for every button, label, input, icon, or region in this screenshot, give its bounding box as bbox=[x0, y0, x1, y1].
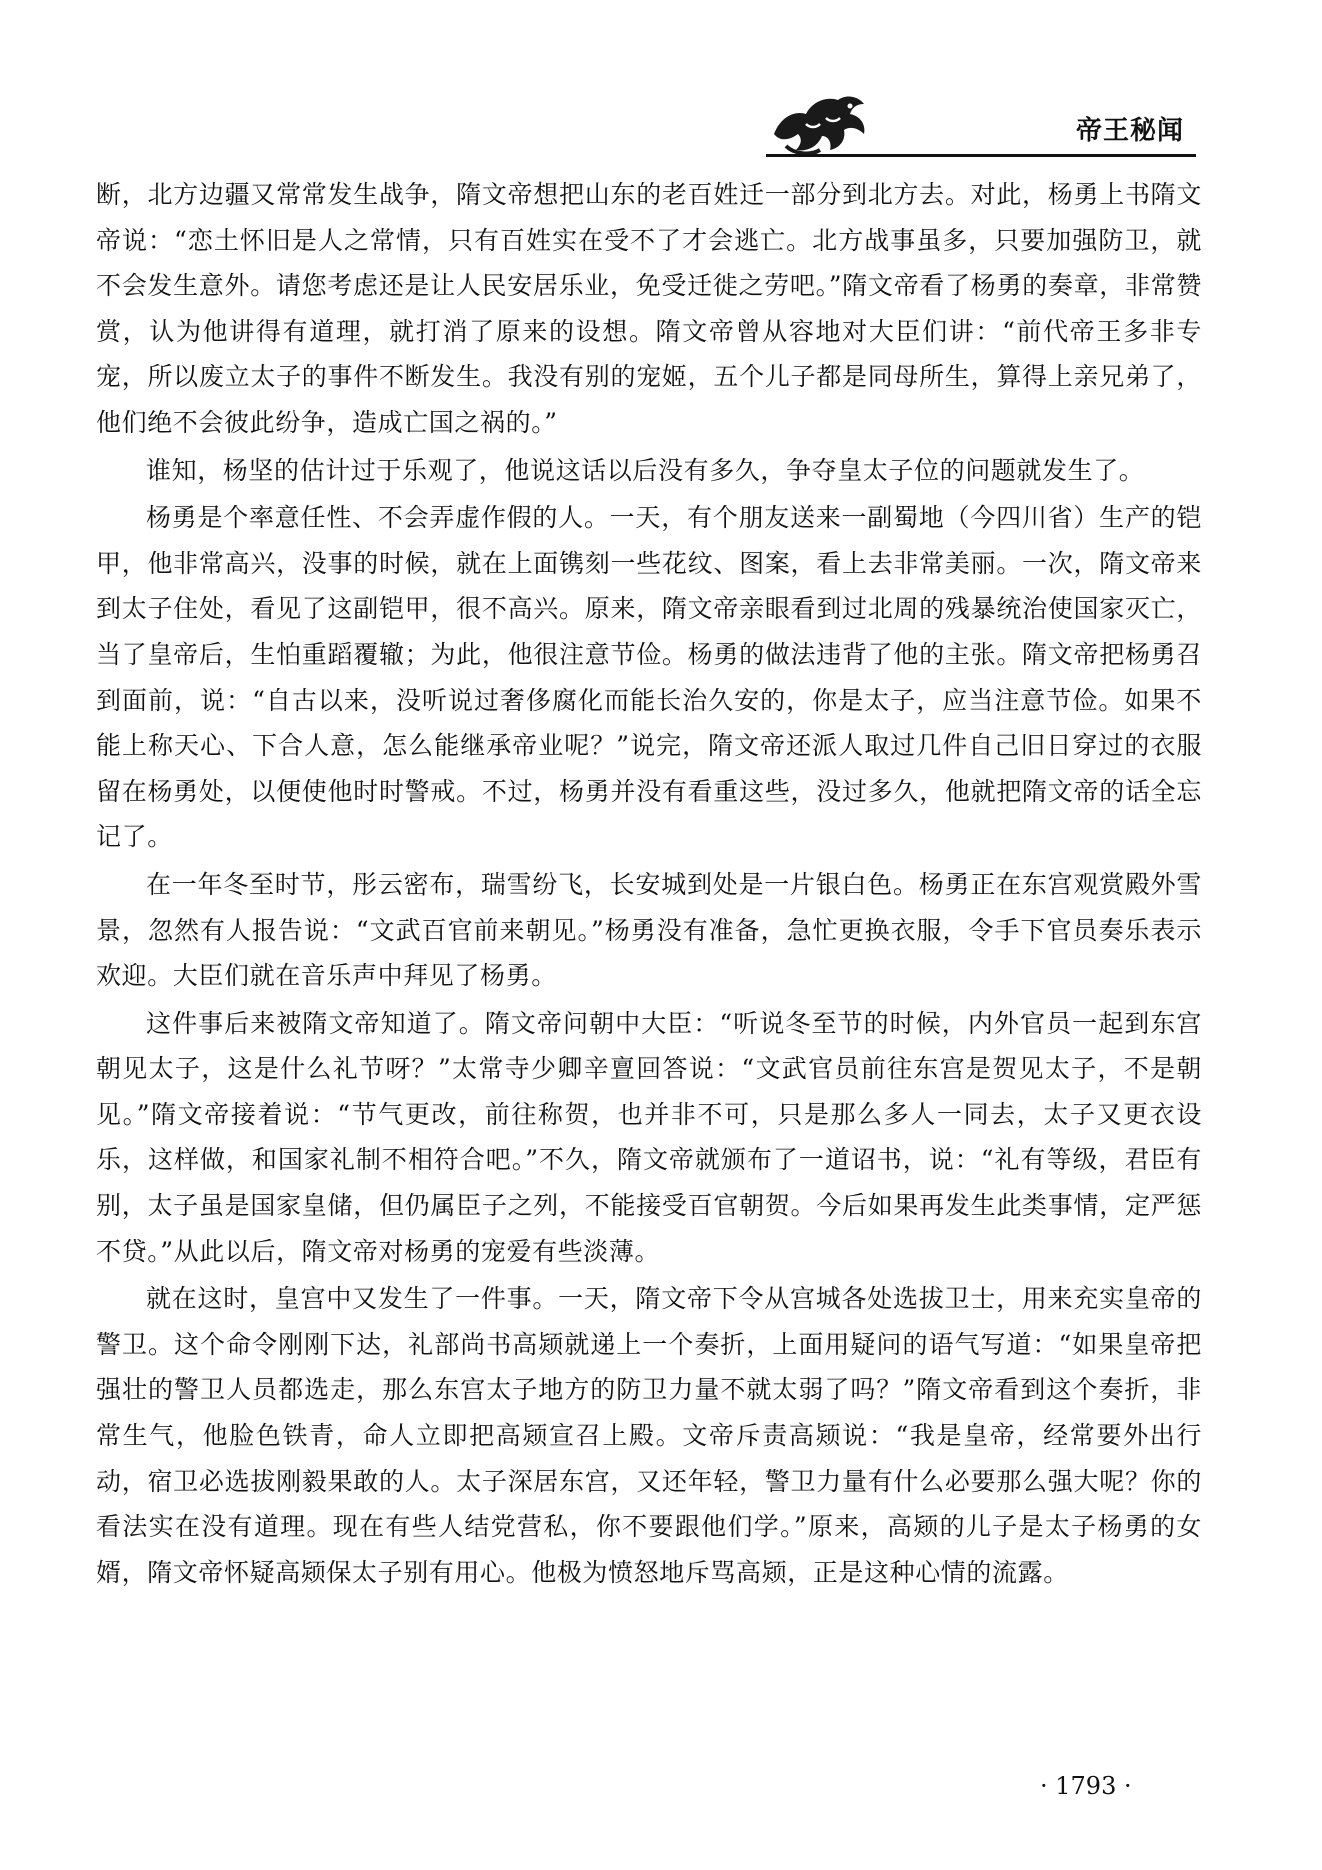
paragraph: 断，北方边疆又常常发生战争，隋文帝想把山东的老百姓迁一部分到北方去。对此，杨勇上书隋文帝说：“恋土怀旧是人之常情，只有百姓实在受不了才会逃亡。北方战事虽多，只要加强防卫，就不会发生意外。请您考虑还是让人民安居乐业，免受迁徙之劳吧。”隋文帝看了杨勇的奏章，非常赞赏，认为他讲得有道理，就打消了原来的设想。隋文帝曾从容地对大臣们讲：“前代帝王多非专宠，所以废立太子的事件不断发生。我没有别的宠姬，五个儿子都是同母所生，算得上亲兄弟了，他们绝不会彼此纷争，造成亡国之祸的。” bbox=[96, 180, 1202, 437]
header-rule bbox=[766, 154, 1196, 157]
body-text bbox=[96, 172, 1202, 1597]
dragon-icon bbox=[766, 88, 874, 158]
running-header-title: 帝王秘闻 bbox=[1075, 116, 1184, 146]
paragraph: 在一年冬至时节，彤云密布，瑞雪纷飞，长安城到处是一片银白色。杨勇正在东宫观赏殿外雪景，忽然有人报告说：“文武百官前来朝见。”杨勇没有准备，急忙更换衣服，令手下官员奏乐表示欢迎。大臣们就在音乐声中拜见了杨勇。 bbox=[96, 869, 1202, 991]
paragraph: 这件事后来被隋文帝知道了。隋文帝问朝中大臣：“听说冬至节的时候，内外官员一起到东宫朝见太子，这是什么礼节呀？”太常寺少卿辛亶回答说：“文武官员前往东宫是贺见太子，不是朝见。”隋文帝接着说：“节气更改，前往称贺，也并非不可，只是那么多人一同去，太子又更衣设乐，这样做，和国家礼制不相符合吧。”不久，隋文帝就颁布了一道诏书，说：“礼有等级，君臣有别，太子虽是国家皇储，但仍属臣子之列，不能接受百官朝贺。今后如果再发生此类事情，定严惩不贷。”从此以后，隋文帝对杨勇的宠爱有些淡薄。 bbox=[96, 1008, 1202, 1266]
paragraph: 就在这时，皇宫中又发生了一件事。一天，隋文帝下令从宫城各处选拔卫士，用来充实皇帝的警卫。这个命令刚刚下达，礼部尚书高颎就递上一个奏折，上面用疑问的语气写道：“如果皇帝把强壮的警卫人员都选走，那么东宫太子地方的防卫力量不就太弱了吗？”隋文帝看到这个奏折，非常生气，他脸色铁青，命人立即把高颎宣召上殿。文帝斥责高颎说：“我是皇帝，经常要外出行动，宿卫必选拔刚毅果敢的人。太子深居东宫，又还年轻，警卫力量有什么必要那么强大呢？你的看法实在没有道理。现在有些人结党营私，你不要跟他们学。”原来，高颎的儿子是太子杨勇的女婿，隋文帝怀疑高颎保太子别有用心。他极为愤怒地斥骂高颎，正是这种心情的流露。 bbox=[96, 1284, 1202, 1587]
paragraph: 杨勇是个率意任性、不会弄虚作假的人。一天，有个朋友送来一副蜀地（今四川省）生产的铠甲，他非常高兴，没事的时候，就在上面镌刻一些花纹、图案，看上去非常美丽。一次，隋文帝来到太子住处，看见了这副铠甲，很不高兴。原来，隋文帝亲眼看到过北周的残暴统治使国家灭亡，当了皇帝后，生怕重蹈覆辙；为此，他很注意节俭。杨勇的做法违背了他的主张。隋文帝把杨勇召到面前，说：“自古以来，没听说过奢侈腐化而能长治久安的，你是太子，应当注意节俭。如果不能上称天心、下合人意，怎么能继承帝业呢？”说完，隋文帝还派人取过几件自己旧日穿过的衣服留在杨勇处，以便使他时时警戒。不过，杨勇并没有看重这些，没过多久，他就把隋文帝的话全忘记了。 bbox=[96, 503, 1202, 852]
paragraph: 谁知，杨坚的估计过于乐观了，他说这话以后没有多久，争夺皇太子位的问题就发生了。 bbox=[146, 455, 1145, 485]
page-number: · 1793 · bbox=[1040, 1772, 1132, 1800]
page-header bbox=[766, 88, 1196, 158]
